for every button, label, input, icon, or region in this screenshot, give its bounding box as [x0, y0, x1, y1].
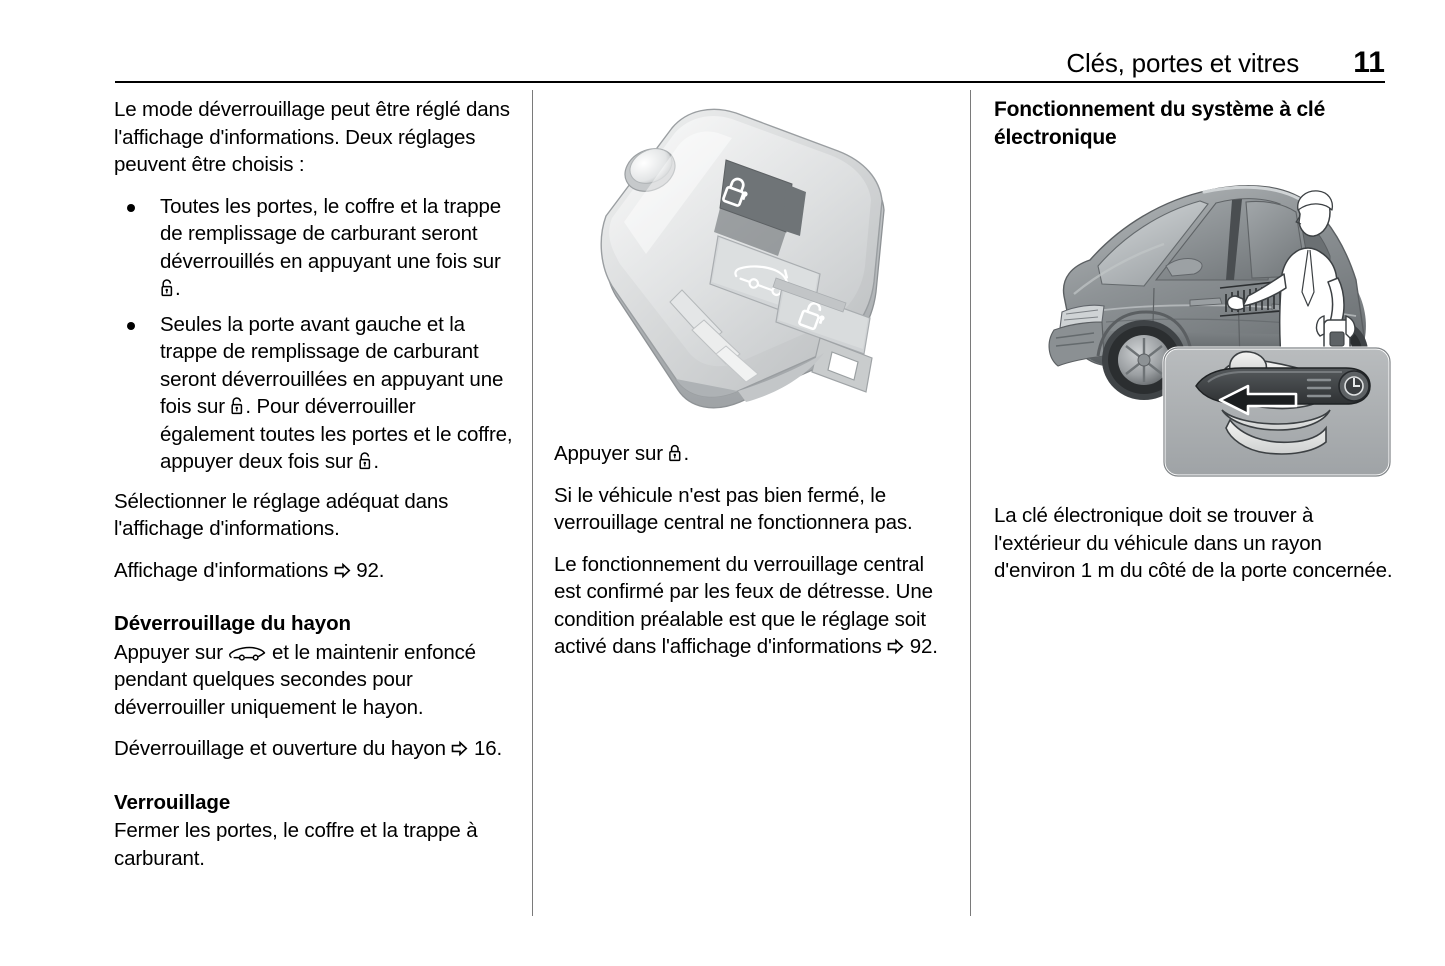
column-middle [554, 96, 954, 675]
remote-key-fob-illustration [554, 96, 954, 426]
column-divider-1 [532, 90, 533, 916]
vehicle-not-closed-paragraph: Si le véhicule n'est pas bien fermé, le verrouillage central ne fonctionnera pas. [554, 483, 913, 534]
right-arrow-icon [887, 638, 904, 655]
electronic-key-system-heading: Fonctionnement du système à clé électronique [994, 98, 1326, 149]
intro-paragraph: Le mode déverrouillage peut être réglé dans l'affichage d'informations. Deux réglages peuvent être choisis : [114, 98, 510, 176]
page-header [115, 36, 1385, 82]
locking-paragraph: Fermer les portes, le coffre et la trappe à carburant. [114, 819, 478, 870]
bullet-1-text-before: Toutes les portes, le coffre et la trappe de remplissage de carburant seront déverrouillés en appuyant une fois sur [160, 194, 502, 273]
select-setting-paragraph: Sélectionner le réglage adéquat dans l'affichage d'informations. [114, 489, 449, 540]
press-text-before: Appuyer sur [554, 442, 669, 465]
unlock-mode-bullet-list [114, 193, 514, 476]
cross-ref-page: 92. [350, 558, 385, 582]
hazard-text: Le fonctionnement du verrouillage central est confirmé par les feux de détresse. Une condition préalable est que le réglage soit activé dans l'affichage d'informations [554, 552, 933, 658]
column-right [994, 96, 1394, 599]
cross-ref-tailgate-page: 16. [468, 737, 503, 760]
tailgate-text-after: et le maintenir enfoncé pendant quelques secondes pour déverrouiller uniquement le hayon. [114, 640, 476, 719]
tailgate-text-before: Appuyer sur [114, 640, 229, 664]
column-divider-2 [970, 90, 971, 916]
cross-reference-tailgate [114, 735, 514, 763]
bullet-1-text-after: . [175, 277, 181, 300]
cross-ref-tailgate-label: Déverrouillage et ouverture du hayon [114, 737, 452, 760]
hazard-lights-paragraph [554, 551, 954, 661]
tailgate-unlock-paragraph [114, 639, 514, 722]
column-left [114, 96, 514, 886]
press-lock-paragraph [554, 440, 954, 468]
page-number: 11 [1353, 46, 1385, 79]
locking-heading: Verrouillage [114, 790, 231, 814]
bullet-2-text-middle: . Pour déverrouiller également toutes les portes et le coffre, appuyer deux fois sur [160, 395, 513, 473]
bullet-2-text-after: . [373, 450, 379, 473]
list-item [114, 311, 514, 476]
tailgate-car-icon [228, 646, 266, 662]
right-arrow-icon [451, 740, 468, 757]
unlock-icon [230, 397, 245, 415]
cross-reference-info-display [114, 557, 514, 585]
press-text-after: . [683, 442, 689, 465]
unlock-icon [358, 452, 373, 470]
header-inner [115, 36, 1385, 78]
cross-ref-label: Affichage d'informations [114, 558, 334, 582]
bullet-dot-icon [127, 204, 135, 212]
page-title: Clés, portes et vitres [1066, 48, 1299, 78]
list-item [114, 193, 514, 303]
tailgate-unlock-heading: Déverrouillage du hayon [114, 612, 351, 635]
header-rule [115, 81, 1385, 83]
car-with-electronic-key-illustration [994, 170, 1394, 482]
unlock-icon [160, 279, 175, 297]
electronic-key-range-paragraph: La clé électronique doit se trouver à l'extérieur du véhicule dans un rayon d'environ 1 m du côté de la porte concernée. [994, 504, 1393, 582]
hazard-page: 92. [904, 635, 938, 658]
bullet-2-text-before: Seules la porte avant gauche et la trappe de remplissage de carburant seront déverrouillées en appuyant une fois sur [160, 312, 504, 418]
right-arrow-icon [334, 562, 351, 579]
bullet-dot-icon [127, 322, 135, 330]
lock-icon [668, 444, 683, 462]
